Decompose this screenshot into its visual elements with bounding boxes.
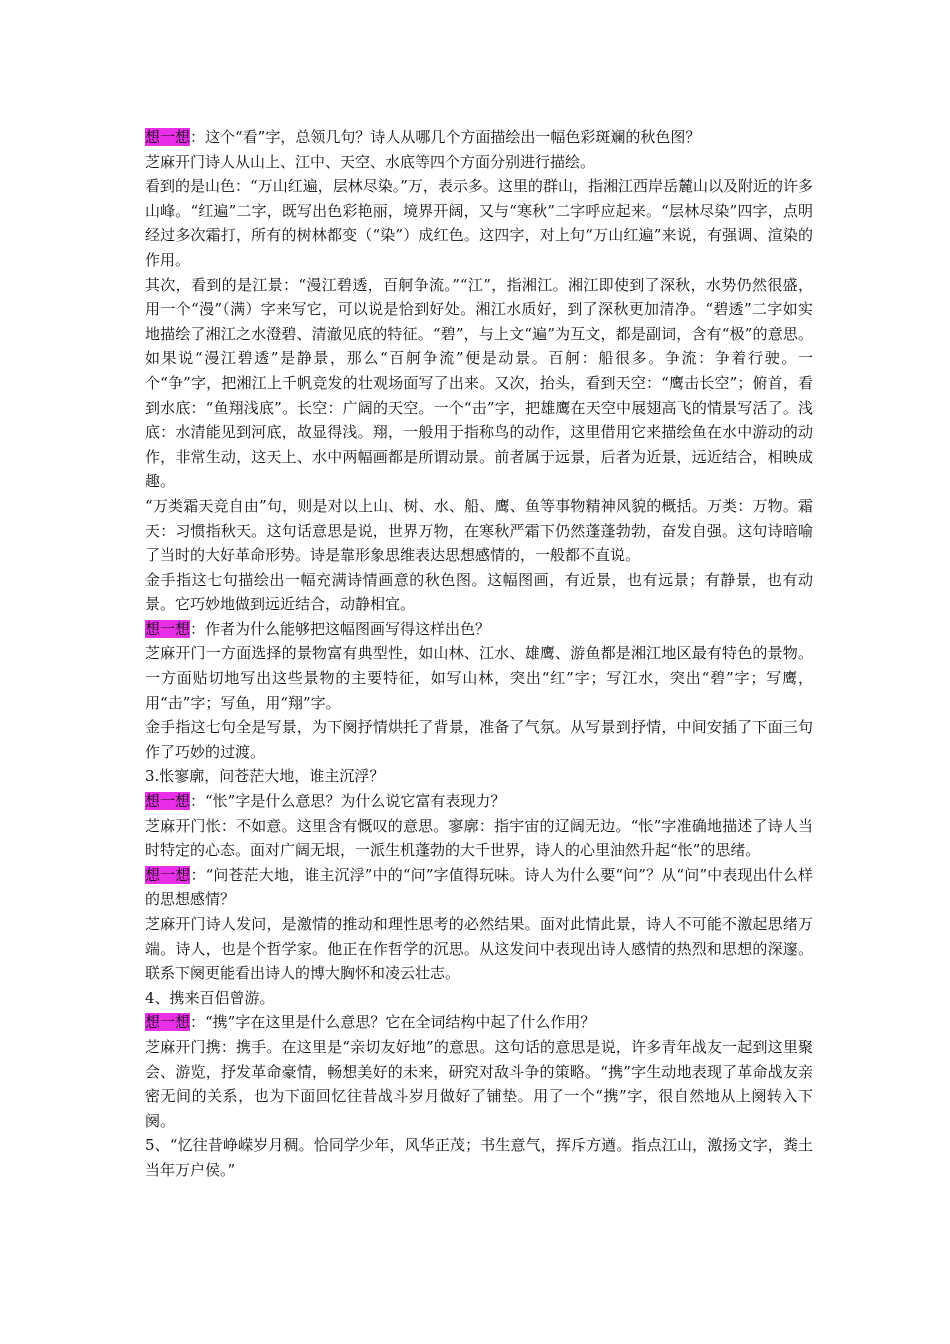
paragraph-text: 3.怅寥廓，问苍茫大地，谁主沉浮？: [145, 767, 385, 786]
paragraph-text: 金手指这七句全是写景，为下阕抒情烘托了背景，准备了气氛。从写景到抒情，中间安插了下面三句作了巧妙的过渡。: [145, 718, 813, 761]
question-paragraph: [145, 789, 813, 814]
text-paragraph: [145, 494, 813, 568]
document-body: [145, 125, 813, 1183]
text-paragraph: [145, 814, 813, 863]
paragraph-text: ：这个“看”字，总领几句？诗人从哪几个方面描绘出一幅色彩斑斓的秋色图？: [190, 128, 701, 146]
think-highlight-label: 想一想: [145, 619, 191, 638]
paragraph-text: 4、携来百侣曾游。: [145, 988, 275, 1007]
text-paragraph: [145, 568, 813, 617]
text-paragraph: [145, 1133, 813, 1182]
text-paragraph: [145, 986, 813, 1011]
think-highlight-label: 想一想: [145, 865, 191, 884]
text-paragraph: [145, 764, 813, 789]
think-highlight-label: 想一想: [145, 128, 191, 146]
paragraph-text: 其次，看到的是江景：“漫江碧透，百舸争流。”“江”，指湘江。湘江即使到了深秋，水势仍然很盛，用一个“漫”（满）字来写它，可以说是恰到好处。湘江水质好，到了深秋更加清净。“碧透”二字如实地描绘了湘江之水澄碧、清澈见底的特征。“碧”，与上文“遍”为互文，都是副词，含有“极”的意思。如果说“漫江碧透”是静景，那么“百舸争流”便是动景。百舸：船很多。争流：争着行驶。一个“争”字，把湘江上千帆竞发的壮观场面写了出来。又次，抬头，看到天空：“鹰击长空”；俯首，看到水底：“鱼翔浅底”。长空：广阔的天空。一个“击”字，把雄鹰在天空中展翅高飞的情景写活了。浅底：水清能见到河底，故显得浅。翔，一般用于指称鸟的动作，这里借用它来描绘鱼在水中游动的动作，非常生动，这天上、水中两幅画都是所谓动景。前者属于远景，后者为近景，远近结合，相映成趣。: [145, 275, 813, 491]
text-paragraph: [145, 1035, 813, 1133]
paragraph-text: ：“问苍茫大地，谁主沉浮”中的“问”字值得玩味。诗人为什么要“问”？从“问”中表现出什么样的思想感情？: [145, 865, 813, 909]
question-paragraph: [145, 863, 813, 912]
paragraph-text: 芝麻开门怅：不如意。这里含有慨叹的意思。寥廓：指宇宙的辽阔无边。“怅”字准确地描述了诗人当时特定的心态。面对广阔无垠，一派生机蓬勃的大千世界，诗人的心里油然升起“怅”的思绪。: [145, 816, 813, 860]
question-paragraph: [145, 125, 813, 150]
question-paragraph: [145, 617, 813, 642]
text-paragraph: [145, 273, 813, 494]
paragraph-text: 金手指这七句描绘出一幅充满诗情画意的秋色图。这幅图画，有近景，也有远景；有静景，也有动景。它巧妙地做到远近结合，动静相宜。: [145, 570, 813, 614]
text-paragraph: [145, 174, 813, 272]
question-paragraph: [145, 1010, 813, 1035]
paragraph-text: 芝麻开门诗人从山上、江中、天空、水底等四个方面分别进行描绘。: [145, 152, 596, 171]
text-paragraph: [145, 150, 813, 175]
paragraph-text: 芝麻开门携：携手。在这里是“亲切友好地”的意思。这句话的意思是说，许多青年战友一起到这里聚会、游览，抒发革命豪情，畅想美好的未来，研究对敌斗争的策略。“携”字生动地表现了革命战友亲密无间的关系，也为下面回忆往昔战斗岁月做好了铺垫。用了一个“携”字，很自然地从上阕转入下阕。: [145, 1037, 813, 1130]
text-paragraph: [145, 715, 813, 764]
paragraph-text: 芝麻开门一方面选择的景物富有典型性，如山林、江水、雄鹰、游鱼都是湘江地区最有特色的景物。一方面贴切地写出这些景物的主要特征，如写山林，突出“红”字；写江水，突出“碧”字；写鹰，用“击”字；写鱼，用“翔”字。: [145, 644, 813, 712]
paragraph-text: 看到的是山色：“万山红遍，层林尽染。”万，表示多。这里的群山，指湘江西岸岳麓山以及附近的许多山峰。“红遍”二字，既写出色彩艳丽，境界开阔，又与“寒秋”二字呼应起来。“层林尽染”四字，点明经过多次霜打，所有的树林都变（“染”）成红色。这四字，对上句“万山红遍”来说，有强调、渲染的作用。: [145, 177, 813, 269]
paragraph-text: ：作者为什么能够把这幅图画写得这样出色？: [190, 619, 491, 638]
text-paragraph: [145, 641, 813, 715]
paragraph-text: 5、“忆往昔峥嵘岁月稠。恰同学少年，风华正茂；书生意气，挥斥方遒。指点江山，激扬文字，粪土当年万户侯。”: [145, 1136, 813, 1179]
paragraph-text: ：“携”字在这里是什么意思？它在全词结构中起了什么作用？: [190, 1013, 596, 1032]
think-highlight-label: 想一想: [145, 792, 191, 811]
paragraph-text: 芝麻开门诗人发问，是激情的推动和理性思考的必然结果。面对此情此景，诗人不可能不激起思绪万端。诗人，也是个哲学家。他正在作哲学的沉思。从这发问中表现出诗人感情的热烈和思想的深邃。联系下阕更能看出诗人的博大胸怀和凌云壮志。: [145, 915, 813, 983]
text-paragraph: [145, 912, 813, 986]
paragraph-text: ：“怅”字是什么意思？为什么说它富有表现力？: [190, 792, 506, 811]
paragraph-text: “万类霜天竞自由”句，则是对以上山、树、水、船、鹰、鱼等事物精神风貌的概括。万类：万物。霜天：习惯指秋天。这句话意思是说，世界万物，在寒秋严霜下仍然蓬蓬勃勃，奋发自强。这句诗暗喻了当时的大好革命形势。诗是靠形象思维表达思想感情的，一般都不直说。: [145, 496, 813, 565]
think-highlight-label: 想一想: [145, 1013, 191, 1032]
